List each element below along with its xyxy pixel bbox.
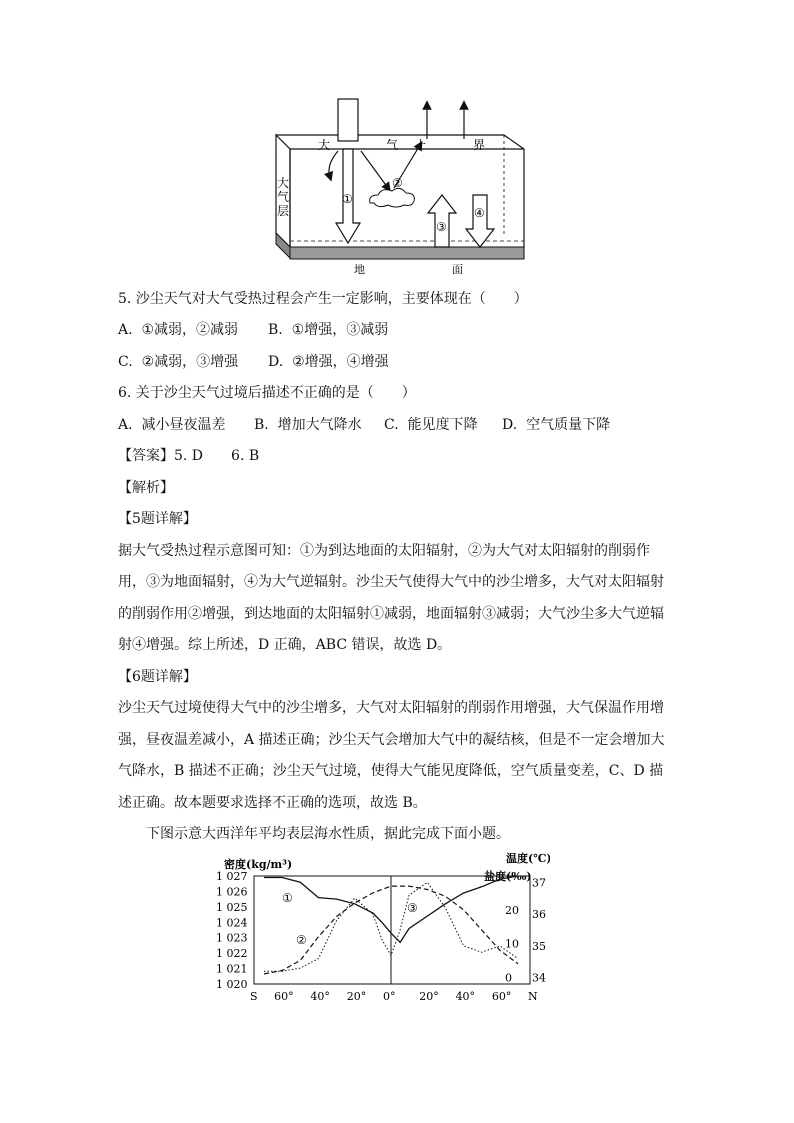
label-layer-2: 气 bbox=[277, 190, 290, 204]
x-tick-label: 40° bbox=[310, 990, 330, 1003]
x-tick-label: 0° bbox=[383, 990, 396, 1003]
q5-detail-line: 据大气受热过程示意图可知：①为到达地面的太阳辐射，②为大气对太阳辐射的削弱作 bbox=[118, 543, 650, 559]
salinity-tick-label: 34 bbox=[532, 971, 546, 985]
marker-1: ① bbox=[342, 192, 353, 206]
q5-detail-line: 射④增强。综上所述，D 正确，ABC 错误，故选 D。 bbox=[118, 637, 452, 653]
label-shang: 上 bbox=[415, 138, 428, 152]
option-text: ②减弱，③增强 bbox=[141, 354, 239, 370]
q6-detail-label: 【6题详解】 bbox=[118, 669, 197, 685]
x-tick-label: S bbox=[250, 990, 258, 1003]
figure-intro: 下图示意大西洋年平均表层海水性质，据此完成下面小题。 bbox=[146, 826, 510, 842]
q6-option-d[interactable] bbox=[502, 415, 610, 435]
option-text: 空气质量下降 bbox=[526, 417, 611, 433]
option-letter: C. bbox=[118, 354, 133, 370]
option-text: 减小昼夜温差 bbox=[141, 417, 226, 433]
q5-detail-line: 的削弱作用②增强，到达地面的太阳辐射①减弱，地面辐射③减弱；大气沙尘多大气逆辐 bbox=[118, 606, 664, 622]
option-letter: A. bbox=[118, 417, 133, 433]
atlantic-chart bbox=[210, 848, 550, 1008]
q5-option-c[interactable] bbox=[118, 352, 238, 372]
label-di: 地 bbox=[354, 263, 365, 276]
q6-detail-line: 沙尘天气过境使得大气中的沙尘增多，大气对太阳辐射的削弱作用增强，大气保温作用增 bbox=[118, 700, 664, 716]
x-tick-label: 60° bbox=[491, 990, 512, 1003]
temperature-tick-label: 10 bbox=[505, 937, 519, 951]
option-letter: B. bbox=[254, 417, 269, 433]
q5-detail-label: 【5题详解】 bbox=[118, 511, 197, 527]
series-label-3: ③ bbox=[407, 901, 418, 915]
salinity-tick-label: 35 bbox=[532, 939, 546, 953]
density-axis-title: 密度(kg/m³) bbox=[224, 858, 293, 871]
option-letter: D. bbox=[502, 417, 518, 433]
q6-detail-line: 气降水，B 描述不正确；沙尘天气过境，使得大气能见度降低，空气质量变差，C、D 描 bbox=[118, 763, 664, 779]
density-tick-label: 1 023 bbox=[216, 931, 248, 945]
option-letter: B. bbox=[268, 322, 283, 338]
series-label-1: ① bbox=[282, 891, 293, 905]
analysis-label: 【解析】 bbox=[118, 480, 174, 496]
option-text: ①增强，③减弱 bbox=[291, 322, 389, 338]
option-letter: A. bbox=[118, 322, 133, 338]
salinity-axis-title: 盐度(‰) bbox=[484, 870, 532, 883]
q5-stem: 5. 沙尘天气对大气受热过程会产生一定影响，主要体现在（ ） bbox=[118, 291, 528, 307]
option-letter: C. bbox=[384, 417, 399, 433]
x-tick-label: 20° bbox=[419, 990, 439, 1003]
x-tick-label: N bbox=[528, 990, 538, 1003]
label-mian: 面 bbox=[452, 263, 463, 276]
label-qi: 气 bbox=[386, 138, 399, 152]
density-tick-label: 1 021 bbox=[216, 962, 248, 976]
x-tick-label: 60° bbox=[274, 990, 294, 1003]
q6-option-c[interactable] bbox=[384, 415, 478, 435]
density-tick-label: 1 024 bbox=[216, 916, 248, 930]
option-text: 能见度下降 bbox=[407, 417, 478, 433]
temperature-tick-label: 0 bbox=[505, 971, 512, 985]
marker-4: ④ bbox=[474, 206, 485, 220]
density-tick-label: 1 020 bbox=[216, 978, 248, 991]
q5-option-a[interactable] bbox=[118, 320, 238, 340]
label-da: 大 bbox=[318, 138, 331, 152]
answer-values: 5. D 6. B bbox=[174, 448, 260, 464]
density-tick-label: 1 027 bbox=[216, 870, 248, 883]
q6-stem: 6. 关于沙尘天气过境后描述不正确的是（ ） bbox=[118, 385, 416, 401]
series-label-2: ② bbox=[296, 933, 307, 947]
q5-option-b[interactable] bbox=[268, 320, 388, 340]
q5-option-d[interactable] bbox=[268, 352, 389, 372]
label-layer-1: 大 bbox=[277, 176, 290, 190]
marker-3: ③ bbox=[436, 220, 447, 234]
answer-label: 【答案】 bbox=[118, 448, 174, 464]
label-jie: 界 bbox=[473, 138, 486, 152]
q6-detail-line: 强，昼夜温差减小，A 描述正确；沙尘天气会增加大气中的凝结核，但是不一定会增加大 bbox=[118, 732, 665, 748]
answer-line bbox=[118, 446, 259, 466]
q6-option-b[interactable] bbox=[254, 415, 362, 435]
density-tick-label: 1 026 bbox=[216, 885, 248, 899]
q5-detail-line: 用，③为地面辐射，④为大气逆辐射。沙尘天气使得大气中的沙尘增多，大气对太阳辐射 bbox=[118, 574, 664, 590]
marker-2: ② bbox=[392, 176, 403, 190]
density-tick-label: 1 025 bbox=[216, 900, 248, 914]
temperature-axis-title: 温度(℃) bbox=[506, 852, 550, 865]
option-letter: D. bbox=[268, 354, 284, 370]
option-text: ①减弱，②减弱 bbox=[141, 322, 239, 338]
option-text: 增加大气降水 bbox=[277, 417, 362, 433]
salinity-tick-label: 36 bbox=[532, 908, 546, 922]
q6-option-a[interactable] bbox=[118, 415, 225, 435]
atmosphere-diagram bbox=[270, 95, 530, 280]
salinity-tick-label: 37 bbox=[532, 876, 546, 890]
q6-detail-line: 述正确。故本题要求选择不正确的选项，故选 B。 bbox=[118, 795, 427, 811]
density-tick-label: 1 022 bbox=[216, 947, 248, 961]
label-layer-3: 层 bbox=[277, 204, 290, 218]
temperature-tick-label: 20 bbox=[505, 903, 519, 917]
option-text: ②增强，④增强 bbox=[292, 354, 389, 370]
x-tick-label: 40° bbox=[455, 990, 476, 1003]
x-tick-label: 20° bbox=[346, 990, 367, 1003]
